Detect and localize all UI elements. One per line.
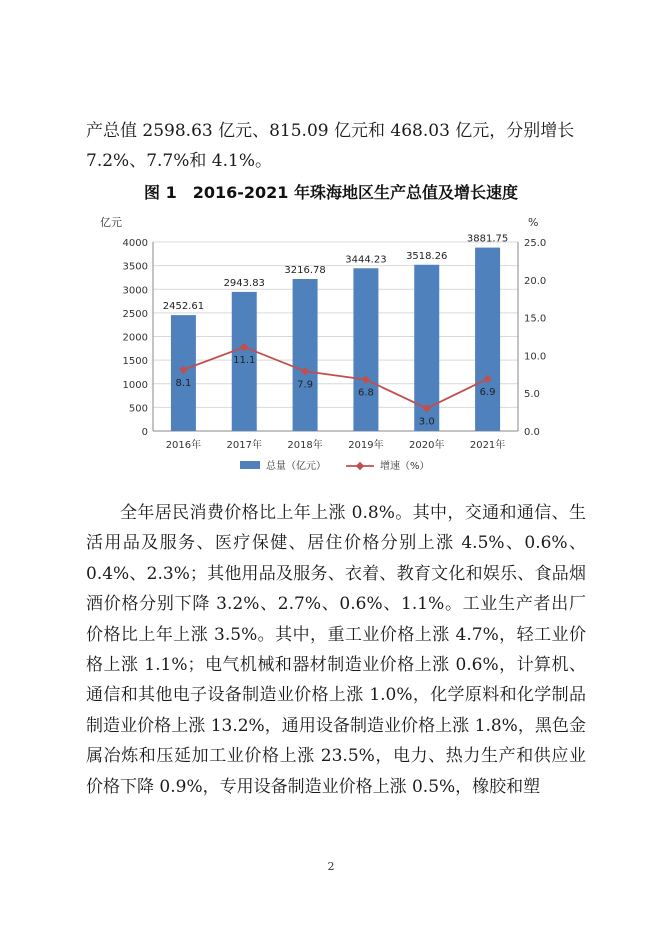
y-left-axis-title: 亿元 [100, 216, 122, 229]
legend-label-growth: 增速（%） [380, 461, 430, 472]
paragraph-continuation: 产总值 2598.63 亿元、815.09 亿元和 468.03 亿元，分别增长 7.2%、7.7%和 4.1%。 [86, 121, 575, 172]
bar-data-label: 3444.23 [345, 254, 387, 266]
x-tick-label: 2018年 [287, 440, 323, 451]
bar-total [293, 279, 318, 431]
bar-data-label: 3518.26 [406, 250, 448, 262]
bar-total [353, 268, 378, 431]
growth-data-label: 11.1 [233, 355, 256, 367]
y-right-tick-label: 5.0 [524, 389, 540, 401]
y-right-tick-label: 25.0 [524, 238, 547, 249]
growth-data-label: 8.1 [175, 377, 192, 389]
gdp-chart [90, 208, 570, 480]
x-tick-label: 2019年 [348, 440, 384, 451]
growth-data-label: 7.9 [297, 379, 314, 391]
y-left-tick-label: 3000 [122, 285, 148, 297]
bar-data-label: 3216.78 [284, 265, 326, 277]
growth-line [183, 347, 487, 408]
x-tick-label: 2017年 [226, 440, 262, 451]
y-right-tick-label: 0.0 [524, 427, 540, 438]
legend-marker-growth [356, 462, 364, 470]
y-right-tick-label: 20.0 [524, 275, 547, 287]
paragraph-cpi: 全年居民消费价格比上年上涨 0.8%。其中，交通和通信、生活用品及服务、医疗保健、居住价格分别上涨 4.5%、0.6%、0.4%、2.3%；其他用品及服务、衣着、教育文化和娱乐、食品烟酒价格分别下降 3.2%、2.7%、0.6%、1.1%。工业生产者出厂价格比上年上涨 3.5%。其中，重工业价格上涨 4.7%，轻工业价格上涨 1.1%；电气机械和器材制造业价格上涨 0.6%，计算机、通信和其他电子设备制造业价格上涨 1.0%，化学原料和化学制品制造业价格上涨 13.2%，通用设备制造业价格上涨 1.8%，黑色金属冶炼和压延加工业价格上涨 23.5%，电力、热力生产和供应业价格下降 0.9%，专用设备制造业价格上涨 0.5%，橡胶和塑 [86, 503, 586, 797]
bar-data-label: 2452.61 [162, 301, 205, 313]
y-left-tick-label: 0 [141, 427, 148, 438]
page-number: 2 [327, 860, 335, 873]
growth-data-label: 6.8 [357, 387, 374, 399]
legend-label-total: 总量（亿元） [266, 461, 326, 472]
y-left-tick-label: 500 [128, 403, 148, 415]
x-tick-label: 2021年 [469, 440, 506, 451]
bar-data-label: 3881.75 [466, 233, 509, 245]
y-left-tick-label: 1500 [122, 356, 148, 368]
x-tick-label: 2016年 [165, 440, 202, 451]
y-left-tick-label: 3500 [122, 261, 148, 273]
x-tick-label: 2020年 [409, 440, 445, 451]
y-right-axis-title: % [528, 216, 539, 229]
growth-data-label: 6.9 [479, 386, 496, 398]
y-left-tick-label: 2000 [122, 332, 148, 344]
legend-swatch-total [240, 461, 260, 469]
y-left-tick-label: 1000 [122, 379, 148, 391]
y-left-tick-label: 2500 [122, 308, 148, 320]
y-right-tick-label: 15.0 [524, 313, 547, 325]
figure-title: 图 1 2016-2021 年珠海地区生产总值及增长速度 [144, 183, 518, 202]
bar-total [475, 248, 500, 431]
growth-data-label: 3.0 [418, 416, 435, 428]
y-left-tick-label: 4000 [122, 238, 148, 249]
bar-data-label: 2943.83 [223, 277, 265, 289]
y-right-tick-label: 10.0 [524, 351, 547, 363]
